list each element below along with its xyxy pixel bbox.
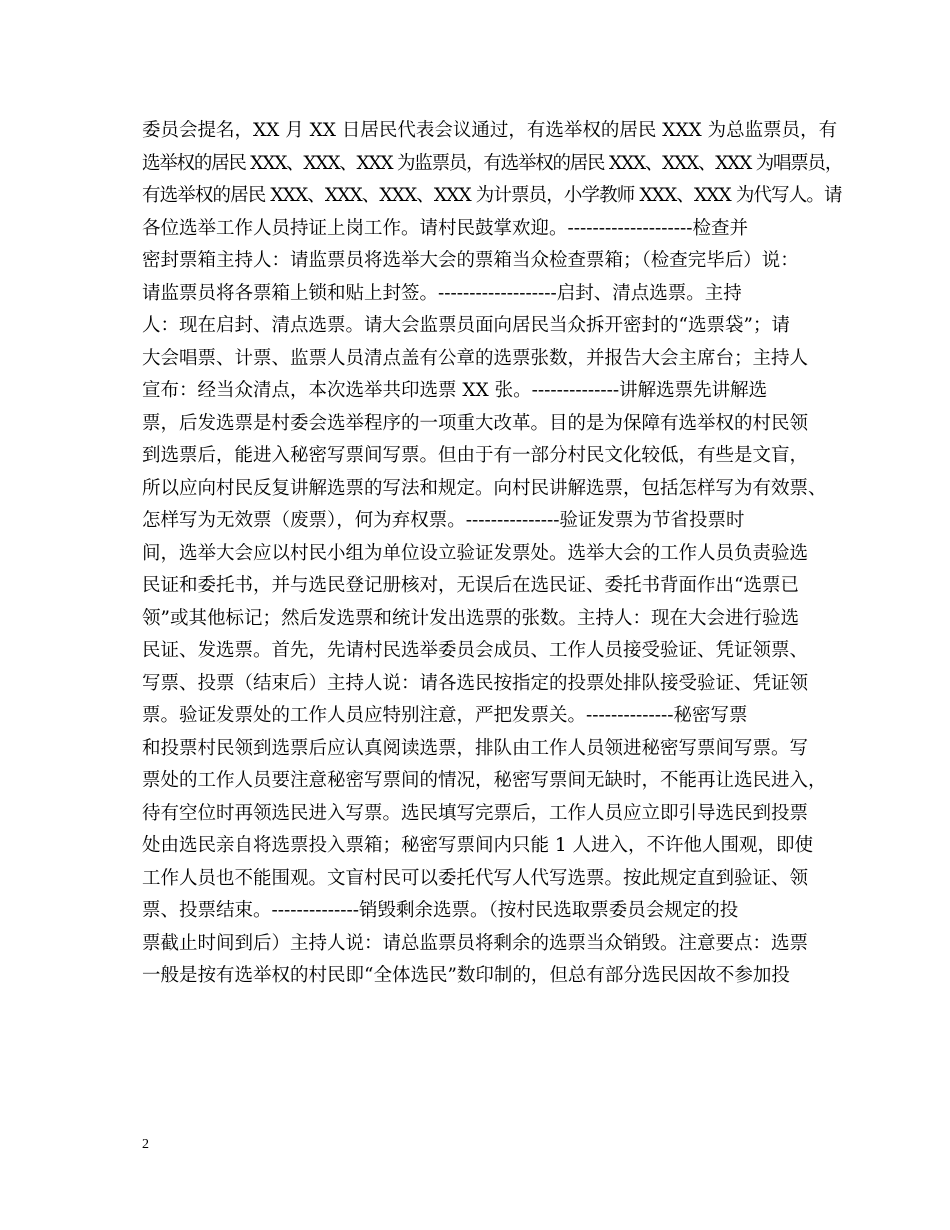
text-line: 间，选举大会应以村民小组为单位设立验证发票处。选举大会的工作人员负责验选 bbox=[142, 542, 809, 564]
text-line: 有选举权的居民 XXX、XXX、XXX、XXX 为计票员，小学教师 XXX、XXX 为代写人。请 bbox=[142, 185, 842, 206]
body-text bbox=[142, 115, 842, 993]
text-line: 票、投票结束。--------------销毁剩余选票。（按村民选取票委员会规定的投 bbox=[142, 900, 739, 921]
text-line: 一般是按有选举权的村民即“全体选民”数印制的，但总有部分选民因故不参加投 bbox=[142, 965, 790, 986]
text-line: 各位选举工作人员持证上岗工作。请村民鼓掌欢迎。--------------------检查并 bbox=[142, 217, 749, 239]
text-line: 民证、发选票。首先，先请村民选举委员会成员、工作人员接受验证、凭证领票、 bbox=[142, 640, 809, 661]
text-line: 处由选民亲自将选票投入票箱；秘密写票间内只能 1 人进入，不许他人围观，即使 bbox=[142, 835, 814, 856]
text-line: 写票、投票（结束后）主持人说：请各选民按指定的投票处排队接受验证、凭证领 bbox=[142, 672, 809, 694]
text-line: 票截止时间到后）主持人说：请总监票员将剩余的选票当众销毁。注意要点：选票 bbox=[142, 932, 809, 954]
text-line: 怎样写为无效票（废票），何为弃权票。---------------验证发票为节省投票时 bbox=[142, 510, 745, 531]
text-line: 票，后发选票是村委会选举程序的一项重大改革。目的是为保障有选举权的村民领 bbox=[142, 412, 809, 434]
text-line: 人：现在启封、清点选票。请大会监票员面向居民当众拆开密封的“选票袋”；请 bbox=[142, 315, 790, 336]
text-line: 民证和委托书，并与选民登记册核对，无误后在选民证、委托书背面作出“选票已 bbox=[142, 575, 799, 596]
text-line: 和投票村民领到选票后应认真阅读选票，排队由工作人员领进秘密写票间写票。写 bbox=[142, 737, 809, 759]
text-line: 请监票员将各票箱上锁和贴上封签。-------------------启封、清点选票。主持 bbox=[142, 282, 742, 304]
text-line: 大会唱票、计票、监票人员清点盖有公章的选票张数，并报告大会主席台；主持人 bbox=[142, 347, 809, 369]
text-line: 选举权的居民 XXX、XXX、XXX 为监票员，有选举权的居民 XXX、XXX、XXX 为唱票员， bbox=[142, 152, 843, 174]
text-line: 待有空位时再领选民进入写票。选民填写完票后，工作人员应立即引导选民到投票 bbox=[142, 802, 809, 824]
text-line: 工作人员也不能围观。文盲村民可以委托代写人代写选票。按此规定直到验证、领 bbox=[142, 867, 809, 889]
text-line: 领”或其他标记；然后发选票和统计发出选票的张数。主持人：现在大会进行验选 bbox=[142, 607, 799, 629]
text-line: 到选票后，能进入秘密写票间写票。但由于有一部分村民文化较低，有些是文盲， bbox=[142, 445, 809, 466]
text-line: 票。验证发票处的工作人员应特别注意，严把发票关。--------------秘密写票 bbox=[142, 705, 748, 726]
text-line: 委员会提名，XX 月 XX 日居民代表会议通过，有选举权的居民 XXX 为总监票员，有 bbox=[142, 120, 838, 141]
text-line: 所以应向村民反复讲解选票的写法和规定。向村民讲解选票，包括怎样写为有效票、 bbox=[142, 477, 827, 499]
text-line: 密封票箱主持人：请监票员将选举大会的票箱当众检查票箱；（检查完毕后）说： bbox=[142, 250, 799, 271]
page-number: 2 bbox=[142, 1137, 149, 1152]
text-line: 宣布：经当众清点，本次选举共印选票 XX 张。--------------讲解选票先讲解选 bbox=[142, 380, 768, 401]
text-line: 票处的工作人员要注意秘密写票间的情况，秘密写票间无缺时，不能再让选民进入， bbox=[142, 770, 827, 791]
